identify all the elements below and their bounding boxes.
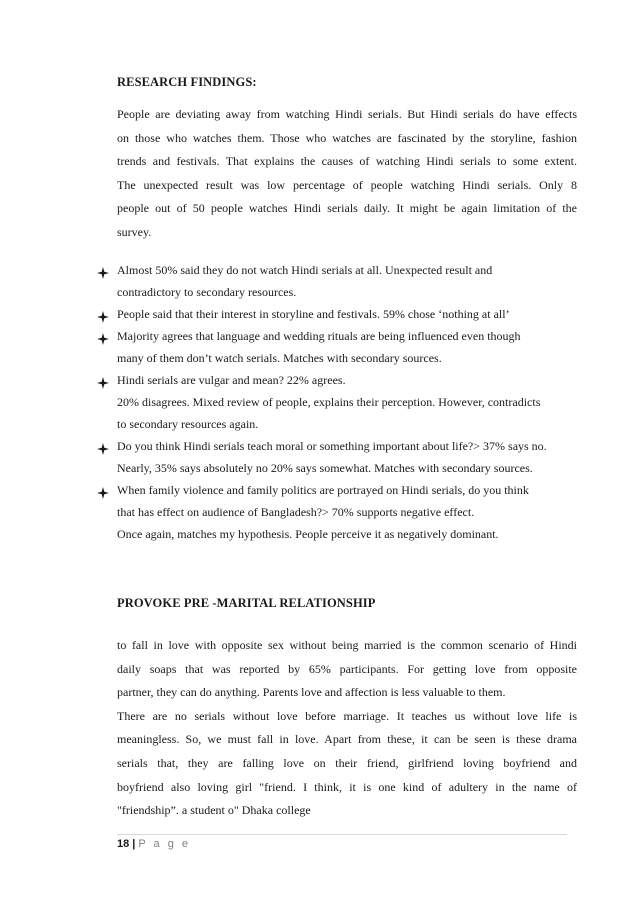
footer-divider bbox=[117, 834, 567, 835]
diamond-bullet-icon bbox=[97, 264, 109, 276]
bullet-item bbox=[97, 479, 577, 501]
bullet-item bbox=[97, 259, 577, 281]
bullet-item bbox=[97, 303, 577, 325]
diamond-bullet-icon bbox=[97, 440, 109, 452]
paragraph-line: The unexpected result was low percentage of people watching Hindi serials. Only 8 bbox=[117, 177, 577, 192]
paragraph-line: people out of 50 people watches Hindi serials daily. It might be again limitation of the bbox=[117, 201, 577, 216]
page-footer bbox=[117, 838, 191, 850]
paragraph-line: meaningless. So, we must fall in love. Apart from these, it can be seen is these drama bbox=[117, 732, 577, 747]
paragraph-line: on those who watches them. Those who watches are fascinated by the storyline, fashion bbox=[117, 130, 577, 145]
diamond-bullet-icon bbox=[97, 484, 109, 496]
page-label: P a g e bbox=[138, 838, 191, 850]
research-findings-heading: RESEARCH FINDINGS: bbox=[117, 75, 257, 89]
provoke-relationship-heading: PROVOKE PRE -MARITAL RELATIONSHIP bbox=[117, 596, 376, 610]
bullet-text: Nearly, 35% says absolutely no 20% says somewhat. Matches with secondary sources. bbox=[117, 461, 533, 475]
paragraph-line: People are deviating away from watching Hindi serials. But Hindi serials do have effects bbox=[117, 107, 577, 121]
bullet-text: Do you think Hindi serials teach moral or something important about life?> 37% says no. bbox=[117, 439, 547, 453]
bullet-item bbox=[97, 413, 577, 435]
bullet-item bbox=[97, 523, 577, 545]
bullet-text: many of them don’t watch serials. Matches with secondary sources. bbox=[117, 351, 442, 365]
bullet-item bbox=[97, 325, 577, 347]
bullet-item bbox=[97, 281, 577, 303]
paragraph-line: survey. bbox=[117, 224, 152, 239]
bullet-text: Majority agrees that language and wedding rituals are being influenced even though bbox=[117, 329, 521, 343]
paragraph-line: partner, they can do anything. Parents love and affection is less valuable to them. bbox=[117, 685, 506, 700]
diamond-bullet-icon bbox=[97, 374, 109, 386]
diamond-bullet-icon bbox=[97, 308, 109, 320]
findings-bullet-list bbox=[97, 259, 577, 545]
research-findings-paragraph bbox=[117, 103, 577, 245]
paragraph-line: serials that, they are falling love on their friend, girlfriend loving boyfriend and bbox=[117, 755, 577, 770]
page-number: 18 bbox=[117, 838, 130, 850]
paragraph-line: daily soaps that was reported by 65% participants. For getting love from opposite bbox=[117, 661, 577, 676]
bullet-item bbox=[97, 391, 577, 413]
bullet-item bbox=[97, 435, 577, 457]
paragraph-line: boyfriend also loving girl "friend. I think, it is one kind of adultery in the name of bbox=[117, 779, 577, 794]
bullet-item bbox=[97, 457, 577, 479]
bullet-text: When family violence and family politics are portrayed on Hindi serials, do you think bbox=[117, 483, 529, 497]
bullet-text: Hindi serials are vulgar and mean? 22% agrees. bbox=[117, 373, 346, 387]
paragraph-line: to fall in love with opposite sex without being married is the common scenario of Hindi bbox=[117, 638, 577, 652]
bullet-item bbox=[97, 347, 577, 369]
paragraph-line: There are no serials without love before marriage. It teaches us without love life is bbox=[117, 708, 577, 723]
bullet-text: 20% disagrees. Mixed review of people, explains their perception. However, contradicts bbox=[117, 395, 541, 409]
bullet-item bbox=[97, 369, 577, 391]
bullet-text: Almost 50% said they do not watch Hindi serials at all. Unexpected result and bbox=[117, 263, 493, 277]
bullet-text: contradictory to secondary resources. bbox=[117, 285, 297, 299]
bullet-text: People said that their interest in storyline and festivals. 59% chose ‘nothing at all’ bbox=[117, 307, 510, 321]
bullet-text: Once again, matches my hypothesis. People perceive it as negatively dominant. bbox=[117, 527, 499, 541]
bullet-item bbox=[97, 501, 577, 523]
bullet-text: that has effect on audience of Bangladesh?> 70% supports negative effect. bbox=[117, 505, 475, 519]
paragraph-line: "friendship”. a student o" Dhaka college bbox=[117, 803, 311, 818]
footer-separator: | bbox=[132, 838, 136, 850]
diamond-bullet-icon bbox=[97, 330, 109, 342]
provoke-relationship-paragraph bbox=[117, 634, 577, 823]
paragraph-line: trends and festivals. That explains the causes of watching Hindi serials to some extent. bbox=[117, 154, 577, 169]
bullet-text: to secondary resources again. bbox=[117, 417, 259, 431]
